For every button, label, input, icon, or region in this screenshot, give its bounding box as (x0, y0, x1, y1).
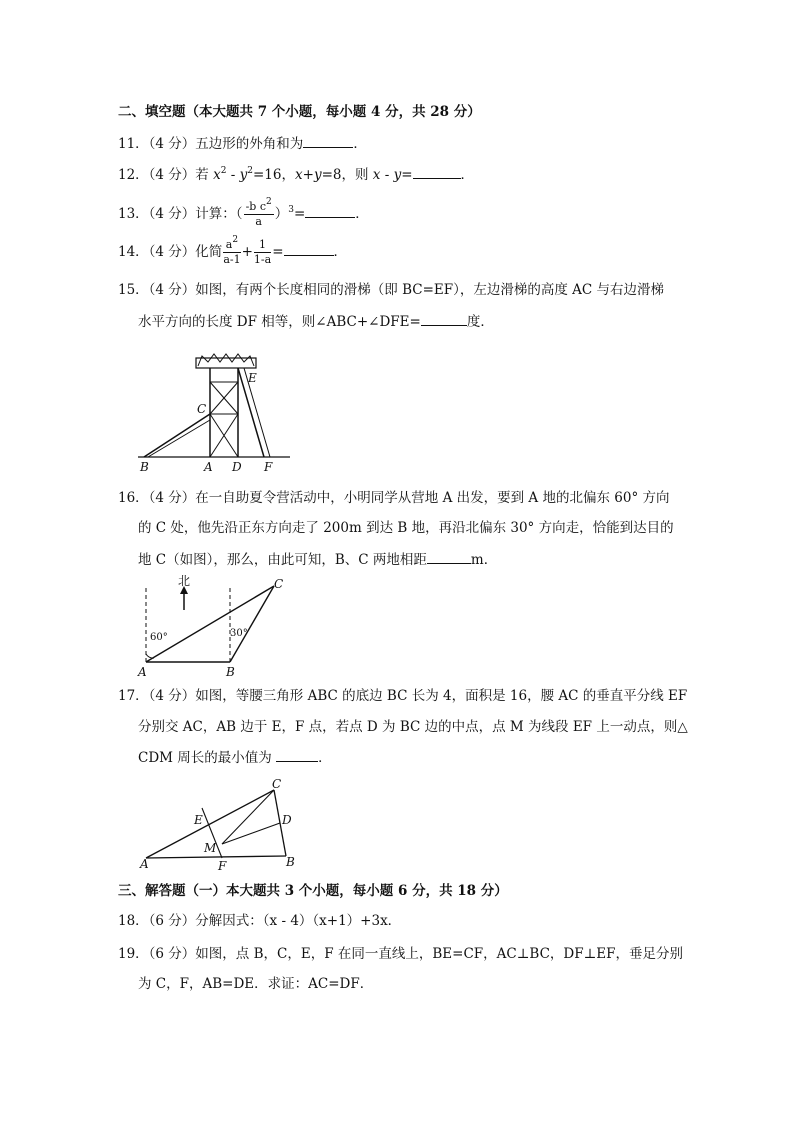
question-15-line2: 水平方向的长度 DF 相等，则∠ABC+∠DFE= 度． (138, 311, 494, 332)
label-F: F (264, 460, 273, 474)
label-B: B (226, 665, 235, 679)
answer-blank (284, 241, 334, 256)
question-11: 11．（4 分）五边形的外角和为 ． (118, 133, 367, 154)
label-M: M (204, 841, 217, 855)
label-C: C (272, 777, 282, 791)
answer-blank (305, 203, 355, 218)
fraction: $\frac{-b c^2}{a}$ (245, 197, 272, 228)
question-12: 12．（4 分）若 $x^2 - y^2=16$，x+y=8，则 x - y= ． (118, 166, 475, 183)
question-17-line1: 17．（4 分）如图，等腰三角形 ABC 的底边 BC 长为 4，面积是 16，腰 AC 的垂直平分线 EF (118, 688, 688, 704)
angle-60: 60° (150, 632, 168, 643)
question-15-line1: 15．（4 分）如图，有两个长度相同的滑梯（即 BC=EF），左边滑梯的高度 AC 与右边滑梯 (118, 282, 665, 298)
slide-figure (130, 342, 300, 476)
question-17-line3: CDM 周长的最小值为 ． (138, 747, 332, 768)
north-label: 北 (178, 574, 191, 588)
label-E: E (194, 813, 203, 827)
label-E: E (248, 371, 257, 385)
question-13: 13．（4 分）计算：（ $\frac{-b c^2}{a}$ ）$^3$= ． (118, 197, 369, 228)
question-17-line2: 分别交 AC，AB 边于 E，F 点，若点 D 为 BC 边的中点，点 M 为线段 EF 上一动点，则△ (138, 719, 688, 735)
fraction-1: $\frac{a^2}{a-1}$ (223, 235, 241, 266)
label-C: C (197, 402, 207, 416)
answer-blank (276, 747, 318, 762)
answer-blank (421, 311, 467, 326)
label-A: A (204, 460, 213, 474)
label-F: F (218, 859, 227, 872)
q11-text: 11．（4 分）五边形的外角和为 (118, 136, 304, 152)
triangle-figure (134, 772, 304, 872)
label-B: B (140, 460, 149, 474)
question-19-line1: 19．（6 分）如图，点 B，C，E，F 在同一直线上，BE=CF，AC⊥BC，DF⊥EF，垂足分别 (118, 946, 684, 962)
label-D: D (232, 460, 242, 474)
question-16-line1: 16．（4 分）在一自助夏令营活动中，小明同学从营地 A 出发，要到 A 地的北偏东 60° 方向 (118, 490, 670, 506)
label-A: A (138, 665, 147, 679)
answer-blank (427, 549, 471, 564)
question-18: 18．（6 分）分解因式：（x - 4）（x+1）+3x． (118, 913, 402, 929)
question-16-line3: 地 C（如图），那么，由此可知，B、C 两地相距 m． (138, 549, 497, 570)
label-D: D (282, 813, 292, 827)
label-A: A (140, 857, 149, 871)
question-19-line2: 为 C，F，AB=DE．求证：AC=DF． (138, 976, 374, 992)
label-B: B (286, 855, 295, 869)
section-2-title: 二、填空题（本大题共 7 个小题，每小题 4 分，共 28 分） (118, 104, 481, 120)
answer-blank (303, 133, 353, 148)
answer-blank (413, 164, 461, 179)
section-3-title: 三、解答题（一）本大题共 3 个小题，每小题 6 分，共 18 分） (118, 883, 508, 899)
label-C: C (274, 577, 284, 591)
angle-30: 30° (230, 628, 248, 639)
question-14: 14．（4 分）化简 $\frac{a^2}{a-1}$ + $\frac{1}{1-a}$ = ． (118, 235, 347, 266)
question-16-line2: 的 C 处，他先沿正东方向走了 200m 到达 B 地，再沿北偏东 30° 方向走，恰能到达目的 (138, 520, 674, 536)
direction-figure (134, 574, 294, 680)
fraction-2: $\frac{1}{1-a}$ (253, 238, 272, 266)
